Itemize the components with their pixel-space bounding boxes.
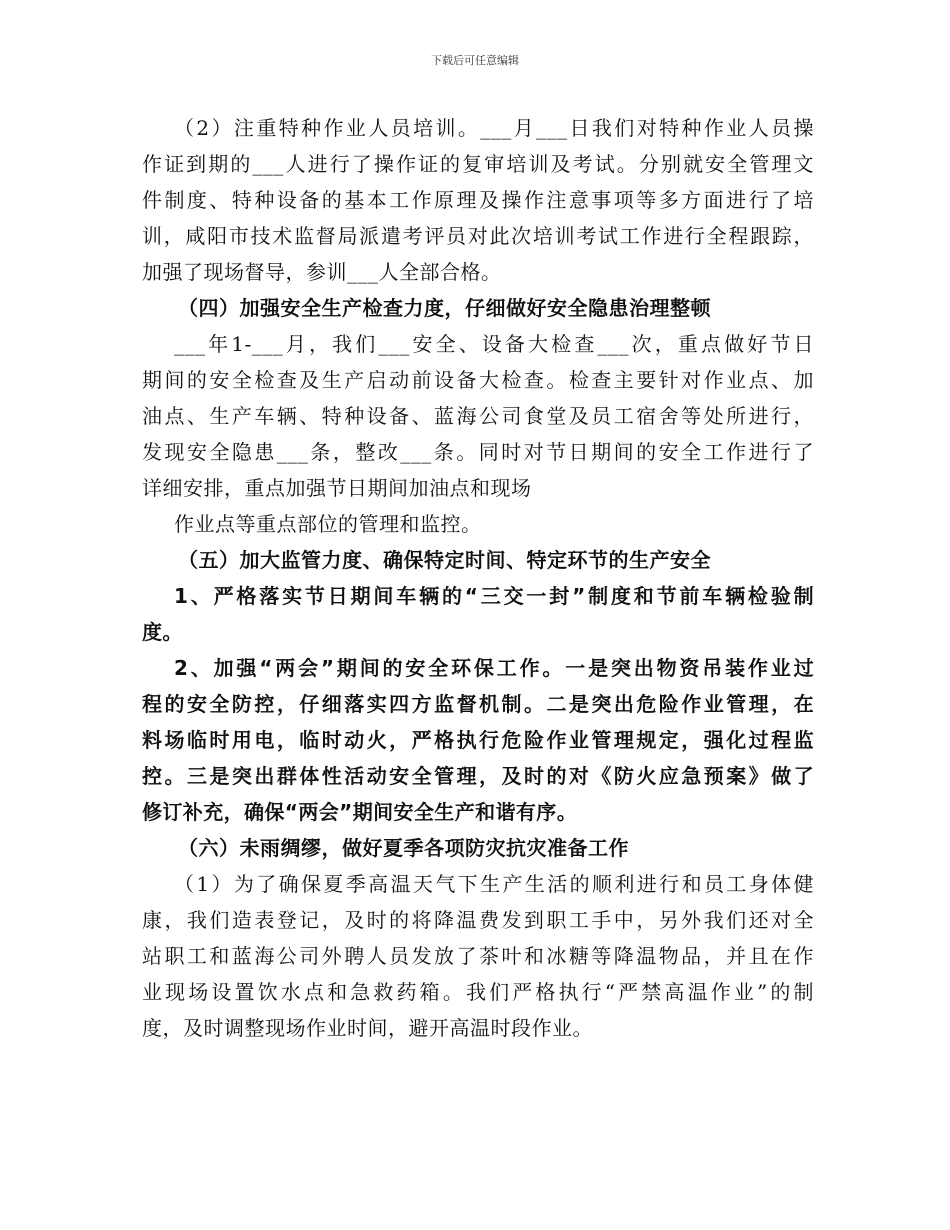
paragraph-line: 作业点等重点部位的管理和监控。 <box>174 512 482 536</box>
paragraph-line: 康，我们造表登记，及时的将降温费发到职工手中，另外我们还对全 <box>142 908 814 932</box>
paragraph-line: 业现场设置饮水点和急救药箱。我们严格执行“严禁高温作业”的制 <box>142 980 814 1004</box>
paragraph-line: 1、严格落实节日期间车辆的“三交一封”制度和节前车辆检验制 <box>174 584 814 608</box>
paragraph-line: 件制度、特种设备的基本工作原理及操作注意事项等多方面进行了培 <box>142 188 814 212</box>
paragraph-line: 发现安全隐患___条，整改___条。同时对节日期间的安全工作进行了 <box>142 440 814 464</box>
paragraph-line: 修订补充，确保“两会”期间安全生产和谐有序。 <box>142 800 578 824</box>
section-heading: （六）未雨绸缪，做好夏季各项防灾抗灾准备工作 <box>178 836 629 860</box>
paragraph-line: 度。 <box>142 620 183 644</box>
section-heading: （四）加强安全生产检查力度，仔细做好安全隐患治理整顿 <box>178 296 711 320</box>
paragraph-line: 度，及时调整现场作业时间，避开高温时段作业。 <box>142 1016 593 1040</box>
page-header: 下载后可任意编辑 <box>431 54 519 67</box>
paragraph-line: 期间的安全检查及生产启动前设备大检查。检查主要针对作业点、加 <box>142 368 814 392</box>
section-heading: （五）加大监管力度、确保特定时间、特定环节的生产安全 <box>178 548 711 572</box>
paragraph-line: 训，咸阳市技术监督局派遣考评员对此次培训考试工作进行全程跟踪， <box>142 224 814 248</box>
paragraph-line: 2、加强“两会”期间的安全环保工作。一是突出物资吊装作业过 <box>174 656 814 680</box>
paragraph-line: 作证到期的___人进行了操作证的复审培训及考试。分别就安全管理文 <box>142 152 814 176</box>
paragraph-line: （1）为了确保夏季高温天气下生产生活的顺利进行和员工身体健 <box>174 872 814 896</box>
paragraph-line: 控。三是突出群体性活动安全管理，及时的对《防火应急预案》做了 <box>142 764 814 788</box>
paragraph-line: 油点、生产车辆、特种设备、蓝海公司食堂及员工宿舍等处所进行， <box>142 404 814 428</box>
document-body <box>142 110 814 1046</box>
paragraph-line: （2）注重特种作业人员培训。___月___日我们对特种作业人员操 <box>174 116 814 140</box>
paragraph-line: ___年1-___月，我们___安全、设备大检查___次，重点做好节日 <box>174 332 814 356</box>
paragraph-line: 站职工和蓝海公司外聘人员发放了茶叶和冰糖等降温物品，并且在作 <box>142 944 814 968</box>
paragraph-line: 详细安排，重点加强节日期间加油点和现场 <box>142 476 532 500</box>
paragraph-line: 料场临时用电，临时动火，严格执行危险作业管理规定，强化过程监 <box>142 728 814 752</box>
paragraph-line: 程的安全防控，仔细落实四方监督机制。二是突出危险作业管理，在 <box>142 692 814 716</box>
paragraph-line: 加强了现场督导，参训___人全部合格。 <box>142 260 502 284</box>
